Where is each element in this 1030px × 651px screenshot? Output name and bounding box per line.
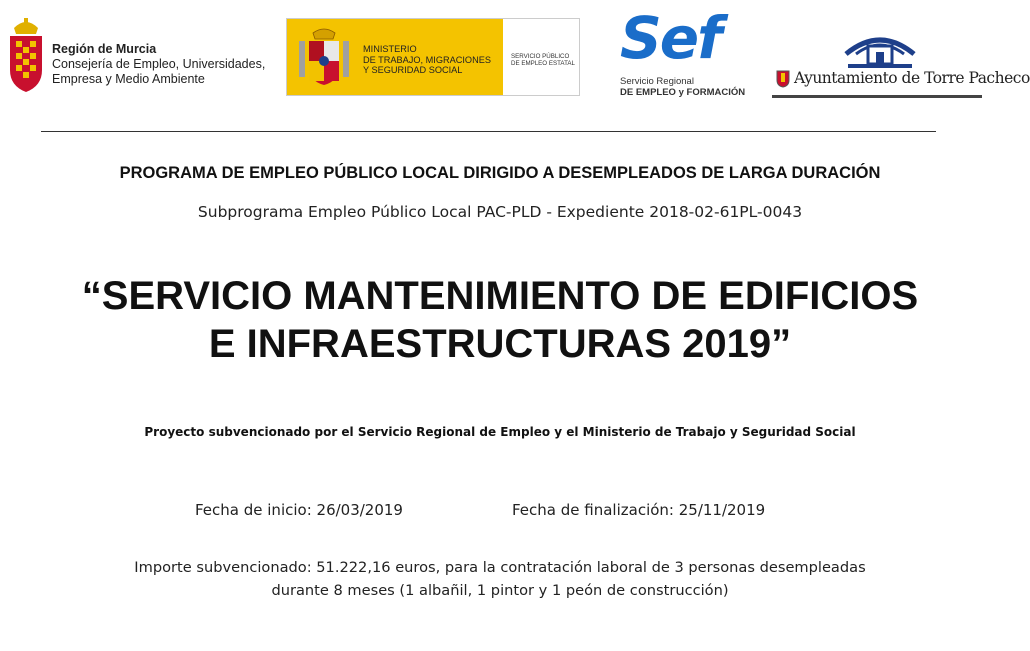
project-title-line2: E INFRAESTRUCTURAS 2019” — [208, 322, 792, 366]
sef-logo-subtitle — [620, 76, 745, 98]
torre-pacheco-logo-text: Ayuntamiento de Torre Pacheco — [794, 69, 1030, 87]
sepe-name-line1: SERVICIO PÚBLICO — [511, 53, 570, 60]
program-title: PROGRAMA DE EMPLEO PÚBLICO LOCAL DIRIGIDO A DESEMPLEADOS DE LARGA DURACIÓN — [119, 164, 881, 182]
subprogram-line: Subprograma Empleo Público Local PAC-PLD - Expediente 2018-02-61PL-0043 — [197, 203, 803, 221]
region-murcia-logo-text — [52, 42, 265, 87]
region-murcia-name: Región de Murcia — [52, 42, 157, 56]
funding-statement: Proyecto subvencionado por el Servicio Regional de Empleo y el Ministerio de Trabajo y Seguridad Social — [144, 425, 856, 439]
sef-subtitle-line2: DE EMPLEO y FORMACIÓN — [620, 87, 746, 98]
region-murcia-department-line2: Empresa y Medio Ambiente — [52, 72, 205, 86]
project-title-line1: “SERVICIO MANTENIMIENTO DE EDIFICIOS — [81, 274, 919, 318]
ministry-name — [363, 44, 491, 76]
torre-pacheco-underline — [772, 95, 982, 98]
ministry-logo — [286, 18, 580, 96]
region-murcia-department-line1: Consejería de Empleo, Universidades, — [52, 57, 266, 71]
end-date: Fecha de finalización: 25/11/2019 — [512, 501, 766, 519]
torre-pacheco-shield-icon — [776, 70, 790, 88]
sepe-name-line2: DE EMPLEO ESTATAL — [511, 60, 575, 67]
grant-amount-line2: durante 8 meses (1 albañil, 1 pintor y 1 peón de construcción) — [271, 582, 729, 599]
project-title — [0, 272, 1000, 368]
grant-amount — [0, 556, 1000, 602]
ministry-name-line1: MINISTERIO — [363, 44, 417, 54]
grant-amount-line1: Importe subvencionado: 51.222,16 euros, para la contratación laboral de 3 personas desempleadas — [134, 559, 866, 576]
region-murcia-crest-icon — [6, 14, 46, 94]
ministry-name-line2: DE TRABAJO, MIGRACIONES — [363, 54, 491, 65]
ministry-name-line3: Y SEGURIDAD SOCIAL — [363, 65, 463, 75]
torre-pacheco-emblem-icon — [840, 24, 920, 72]
sepe-name — [511, 53, 575, 67]
sef-subtitle-line1: Servicio Regional — [620, 76, 694, 87]
start-date: Fecha de inicio: 26/03/2019 — [195, 501, 403, 519]
header-divider — [41, 131, 936, 132]
spain-coat-of-arms-icon — [297, 27, 351, 87]
sef-logo-wordmark: Sef — [620, 4, 721, 72]
